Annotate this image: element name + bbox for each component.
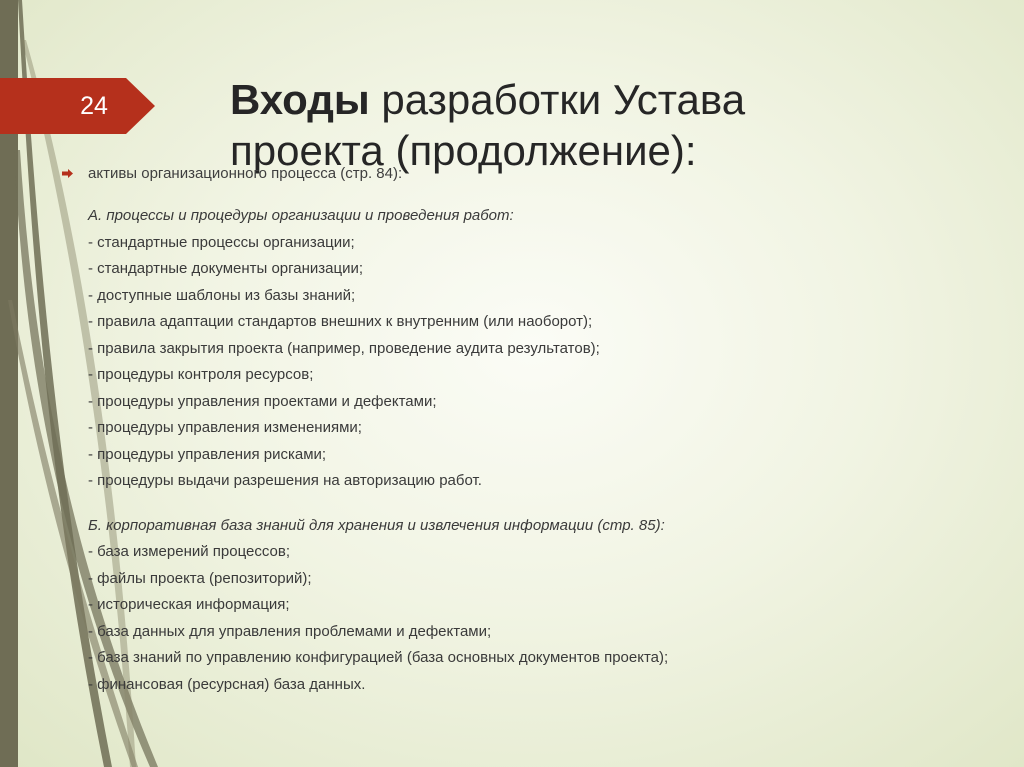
- slide-title-bold: Входы: [230, 76, 370, 123]
- list-item: - процедуры управления проектами и дефектами;: [88, 392, 437, 410]
- list-item: - база данных для управления проблемами и дефектами;: [88, 622, 492, 640]
- list-item: - правила закрытия проекта (например, проведение аудита результатов);: [88, 339, 600, 357]
- section-a: [62, 203, 962, 495]
- list-item: - база измерений процессов;: [88, 543, 290, 560]
- section-heading: Б. корпоративная база знаний для хранения и извлечения информации (стр. 85):: [88, 516, 665, 534]
- list-item: - процедуры управления изменениями;: [88, 419, 362, 436]
- list-item: - финансовая (ресурсная) база данных.: [88, 675, 366, 693]
- section-b: [62, 513, 962, 699]
- bullet-text: активы организационного процесса (стр. 84):: [88, 165, 403, 182]
- slide-title-rest: разработки Устава проекта (продолжение):: [230, 76, 746, 175]
- slide-content: [62, 163, 962, 698]
- slide-title: [230, 74, 910, 176]
- list-item: - файлы проекта (репозиторий);: [88, 569, 312, 587]
- list-item: - стандартные документы организации;: [88, 260, 364, 277]
- bullet-item: [62, 163, 962, 185]
- arrow-bullet-icon: [62, 169, 73, 178]
- list-item: - процедуры управления рисками;: [88, 445, 327, 463]
- list-item: - процедуры выдачи разрешения на авторизацию работ.: [88, 472, 482, 489]
- list-item: - база знаний по управлению конфигурацией (база основных документов проекта);: [88, 649, 669, 666]
- list-item: - правила адаптации стандартов внешних к внутренним (или наоборот);: [88, 313, 593, 330]
- list-item: - историческая информация;: [88, 596, 290, 613]
- list-item: - доступные шаблоны из базы знаний;: [88, 286, 356, 304]
- slide-number: 24: [80, 92, 108, 120]
- list-item: - процедуры контроля ресурсов;: [88, 366, 314, 383]
- list-item: - стандартные процессы организации;: [88, 233, 355, 251]
- section-heading: А. процессы и процедуры организации и проведения работ:: [88, 207, 514, 224]
